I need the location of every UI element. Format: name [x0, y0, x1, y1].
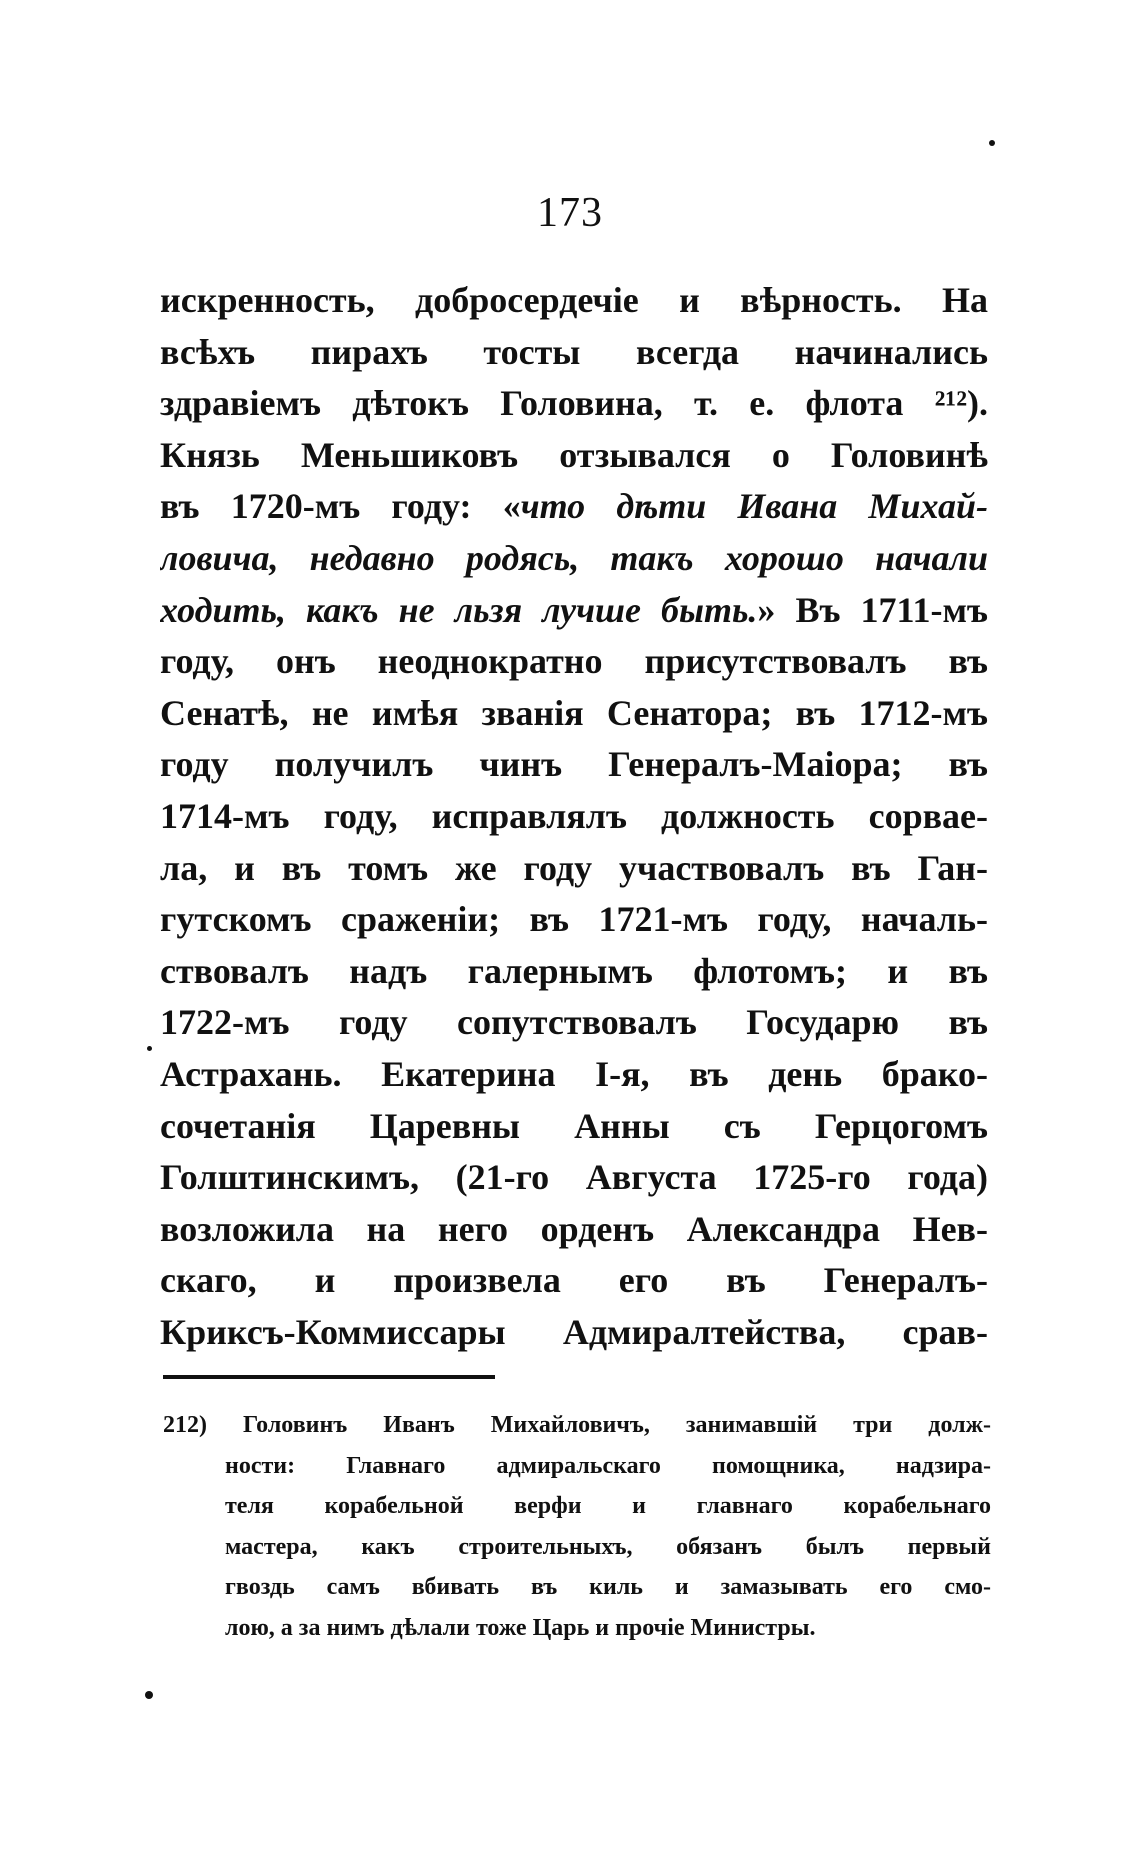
text-line-quote-end: ходить, какъ не льзя лучше быть.» Въ 1711-мъ — [160, 589, 988, 630]
footnote-line: ности: Главнаго адмиральскаго помощника, надзира- — [225, 1452, 991, 1479]
stray-mark-left-margin — [147, 1046, 152, 1051]
footnote-line: теля корабельной верфи и главнаго корабельнаго — [225, 1493, 991, 1520]
text-line: гутскомъ сраженіи; въ 1721-мъ году, началь- — [160, 899, 988, 940]
text-line: скаго, и произвела его въ Генералъ- — [160, 1260, 988, 1301]
footnote — [163, 1405, 991, 1649]
stray-mark-bottom-left — [145, 1691, 153, 1699]
footnote-line: 212) Головинъ Иванъ Михайловичъ, занимавшій три долж- — [163, 1412, 991, 1438]
text-line: искренность, добросердечіе и вѣрность. На — [160, 280, 988, 320]
text-line: здравіемъ дѣтокъ Головина, т. е. флота ²¹²). — [160, 383, 988, 424]
text-line-quote-start: въ 1720-мъ году: «что дѣти Ивана Михай- — [160, 486, 988, 527]
footnote-line: гвоздь самъ вбивать въ киль и замазывать его смо- — [225, 1574, 991, 1601]
text-line: всѣхъ пирахъ тосты всегда начинались — [160, 331, 988, 372]
text-line: Криксъ-Коммиссары Адмиралтейства, срав- — [160, 1311, 988, 1352]
text-line: возложила на него орденъ Александра Нев- — [160, 1208, 988, 1249]
text-line: году, онъ неоднократно присутствовалъ въ — [160, 641, 988, 682]
body-text — [160, 275, 988, 1358]
text-line: ла, и въ томъ же году участвовалъ въ Ган- — [160, 847, 988, 888]
text-line: Князь Меньшиковъ отзывался о Головинѣ — [160, 434, 988, 475]
text-line: сочетанія Царевны Анны съ Герцогомъ — [160, 1105, 988, 1146]
footnote-line: лою, а за нимъ дѣлали тоже Царь и прочіе Министры. — [225, 1614, 816, 1641]
text-line: году получилъ чинъ Генералъ-Маіора; въ — [160, 744, 988, 785]
page-number: 173 — [537, 190, 603, 236]
stray-mark-top-right — [989, 140, 995, 146]
text-line: 1722-мъ году сопутствовалъ Государю въ — [160, 1002, 988, 1043]
footnote-line: мастера, какъ строительныхъ, обязанъ былъ первый — [225, 1533, 991, 1560]
text-line: Голштинскимъ, (21-го Августа 1725-го года) — [160, 1157, 988, 1198]
text-line: 1714-мъ году, исправлялъ должность сорвае- — [160, 795, 988, 836]
text-line: Сенатѣ, не имѣя званія Сенатора; въ 1712-мъ — [160, 692, 988, 733]
text-line-quote: ловича, недавно родясь, такъ хорошо начали — [160, 537, 988, 578]
footnote-separator-rule — [163, 1375, 495, 1379]
text-line: ствовалъ надъ галернымъ флотомъ; и въ — [160, 950, 988, 991]
text-line: Астрахань. Екатерина I-я, въ день брако- — [160, 1053, 988, 1094]
